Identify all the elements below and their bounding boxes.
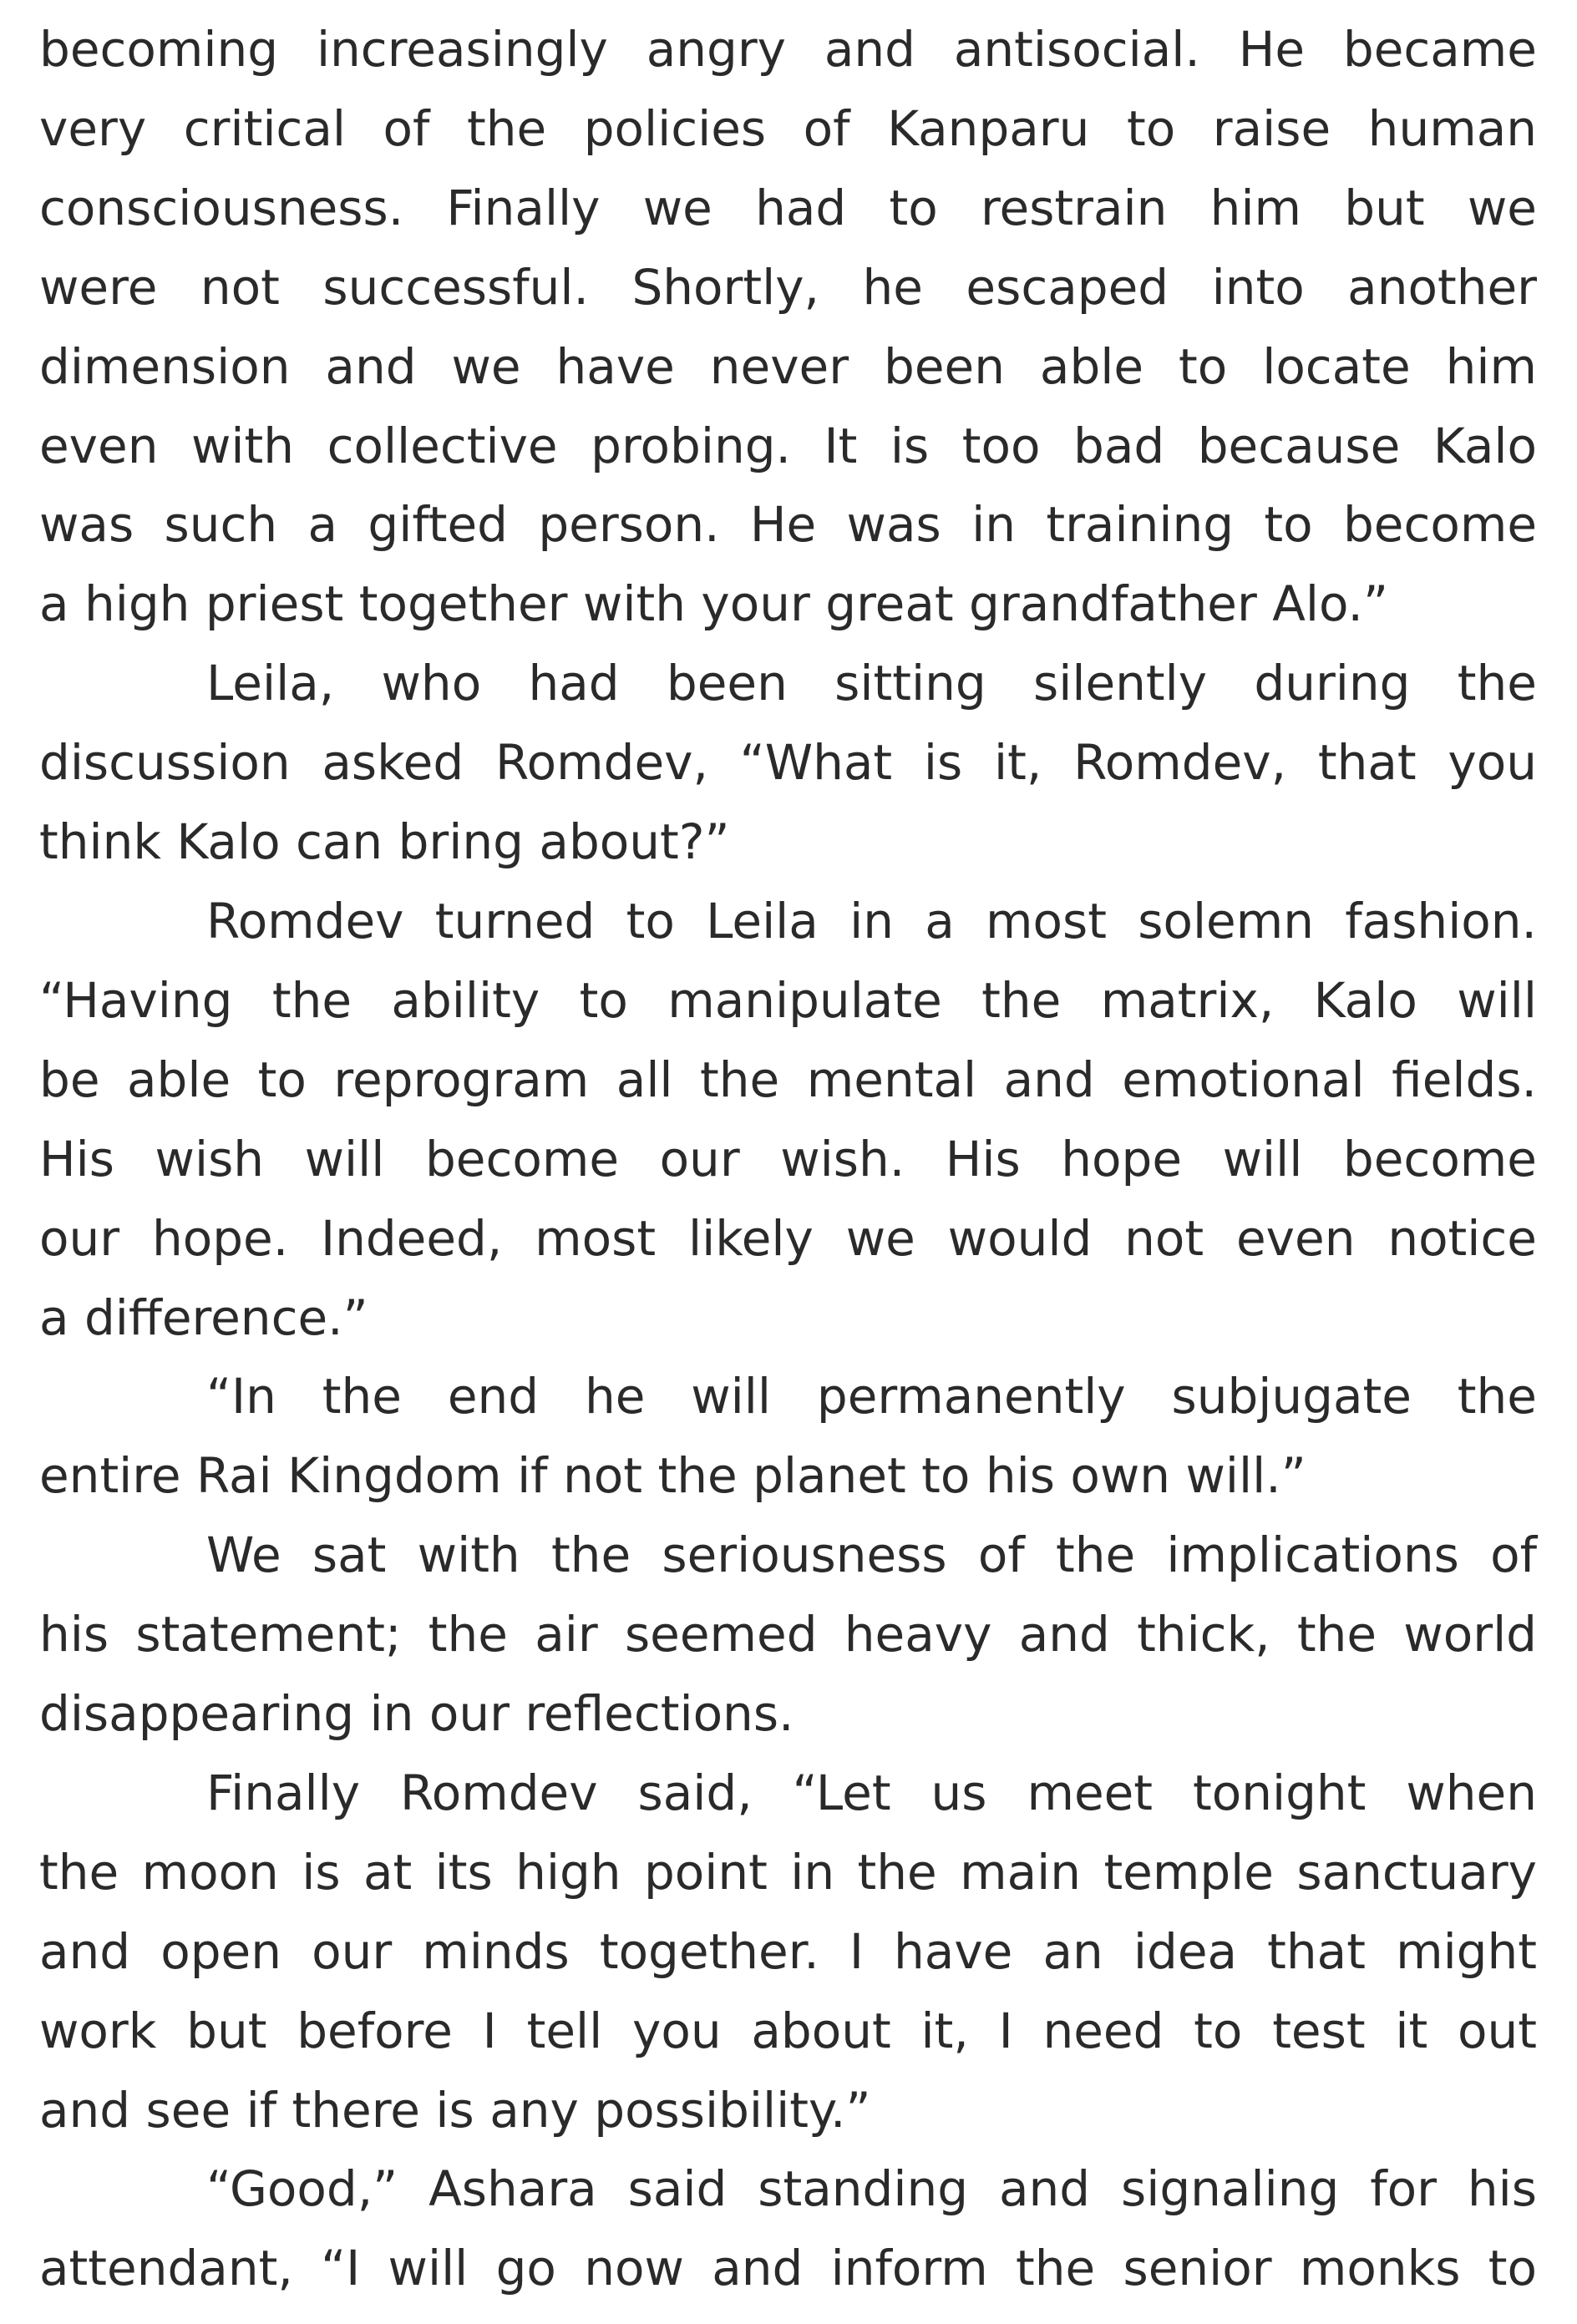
text-line: We sat with the seriousness of the implications of — [206, 1527, 1537, 1584]
text-line: dimension and we have never been able to locate him — [39, 337, 1537, 395]
text-line: even with collective probing. It is too bad because Kalo — [39, 417, 1537, 474]
text-line: the moon is at its high point in the main temple sanctuary — [39, 1843, 1537, 1901]
text-line: entire Rai Kingdom if not the planet to his own will.” — [39, 1447, 1306, 1505]
text-line: becoming increasingly angry and antisocial. He became — [39, 21, 1537, 78]
text-line: be able to reprogram all the mental and emotional fields. — [39, 1051, 1537, 1108]
paragraph-2 — [39, 644, 1537, 882]
paragraph-3 — [39, 882, 1537, 1357]
paragraph-1 — [39, 10, 1537, 644]
paragraph-6 — [39, 1754, 1537, 2150]
text-line: Leila, who had been sitting silently during the — [206, 655, 1537, 712]
text-line: “In the end he will permanently subjugate the — [206, 1368, 1537, 1425]
text-line: “Having the ability to manipulate the matrix, Kalo will — [39, 971, 1537, 1029]
text-line: his statement; the air seemed heavy and thick, the world — [39, 1606, 1537, 1663]
text-line: disappearing in our reflections. — [39, 1685, 794, 1743]
text-line: a difference.” — [39, 1289, 368, 1346]
text-line: discussion asked Romdev, “What is it, Romdev, that you — [39, 734, 1537, 792]
text-line: consciousness. Finally we had to restrain him but we — [39, 179, 1537, 236]
text-line: Finally Romdev said, “Let us meet tonight when — [206, 1764, 1537, 1821]
text-line: was such a gifted person. He was in training to become — [39, 496, 1537, 554]
text-line: think Kalo can bring about?” — [39, 813, 730, 871]
text-line: a high priest together with your great grandfather Alo.” — [39, 575, 1388, 633]
text-line: His wish will become our wish. His hope will become — [39, 1130, 1537, 1187]
text-line: and see if there is any possibility.” — [39, 2081, 871, 2139]
text-line: work but before I tell you about it, I need to test it out — [39, 2002, 1537, 2059]
book-page — [39, 10, 1537, 2308]
text-line: attendant, “I will go now and inform the senior monks to — [39, 2240, 1537, 2297]
text-line: very critical of the policies of Kanparu to raise human — [39, 99, 1537, 157]
text-line: were not successful. Shortly, he escaped into another — [39, 258, 1537, 316]
text-line: “Good,” Ashara said standing and signaling for his — [206, 2160, 1537, 2218]
paragraph-7 — [39, 2149, 1537, 2308]
paragraph-5 — [39, 1516, 1537, 1754]
text-line: Romdev turned to Leila in a most solemn fashion. — [206, 892, 1537, 949]
text-line: our hope. Indeed, most likely we would not even notice — [39, 1209, 1537, 1267]
paragraph-4 — [39, 1357, 1537, 1516]
text-line: and open our minds together. I have an idea that might — [39, 1922, 1537, 1980]
